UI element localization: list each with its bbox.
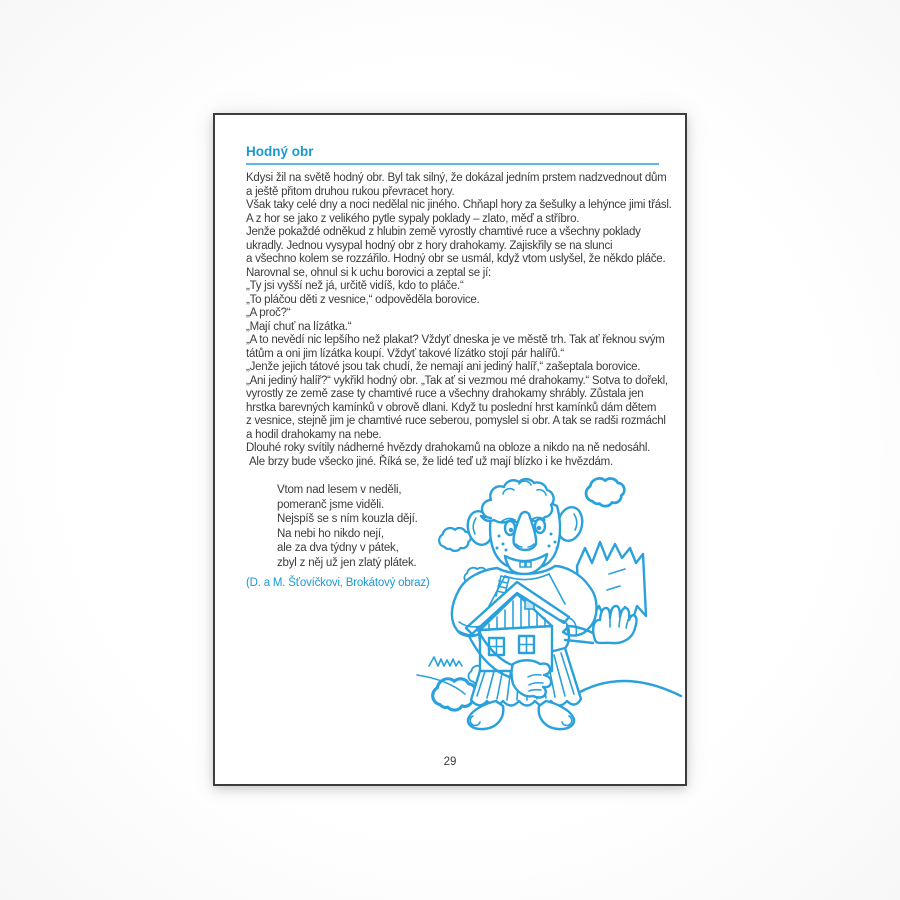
story-line: Dlouhé roky svítily nádherné hvězdy drahokamů na obloze a nikdo na ně nedosáhl. (246, 442, 651, 454)
story-line: „Jenže jejich tátové jsou tak chudí, že nemají ani jediný halíř,“ zašeptala borovice. (246, 361, 641, 373)
poem-line: ale za dva týdny v pátek, (277, 542, 399, 554)
story-line: „Mají chuť na lízátka.“ (246, 320, 352, 333)
page-title: Hodný obr (246, 144, 314, 159)
story-line: A z hor se jako z velikého pytle sypaly poklady – zlato, měď a stříbro. (246, 212, 580, 225)
story-line: „A to nevědí nic lepšího než plakat? Vždyť dneska je ve městě trh. Tak ať řeknou svým (246, 334, 665, 346)
story-line: „Ty jsi vyšší než já, určitě vidíš, kdo to pláče.“ (246, 280, 464, 292)
story-line: tátům a oni jim lízátka koupí. Vždyť takové lízátko stojí pár halířů.“ (246, 347, 564, 360)
story-line: z vesnice, stejně jim je chamtivé ruce seberou, pomyslel si obr. A tak se radši rozmáchl (246, 415, 666, 427)
story-line: ukradly. Jednou vysypal hodný obr z hory drahokamy. Zajiskřily se na slunci (246, 239, 613, 252)
poem-line: Nejspíš se s ním kouzla dějí. (277, 513, 418, 525)
story-line: „To pláčou děti z vesnice,“ odpověděla borovice. (246, 293, 480, 306)
giant-head (465, 479, 586, 574)
story-line: a všechno kolem se rozzářilo. Hodný obr se usmál, když vtom uslyšel, že někdo pláče. (246, 253, 666, 265)
giant-hair (481, 479, 554, 522)
story-line: Kdysi žil na světě hodný obr. Byl tak silný, že dokázal jedním prstem nadzvednout dům (246, 172, 667, 184)
title-underline (246, 163, 659, 165)
source-attribution: (D. a M. Šťovíčkovi, Brokátový obraz) (246, 577, 430, 589)
story-line: Jenže pokaždé odněkud z hlubin země vyrostly chamtivé ruce a všechny poklady (246, 226, 641, 238)
giant-feet (468, 701, 574, 729)
poem-line: pomeranč jsme viděli. (277, 498, 385, 511)
story-line: „Ani jediný halíř?“ vykřikl hodný obr. „Tak ať si vezmou mé drahokamy.“ Sotva to dořekl, (246, 374, 668, 387)
story-line: Narovnal se, ohnul si k uchu borovici a zeptal se jí: (246, 266, 491, 279)
poem-line: Na nebi ho nikdo nejí, (277, 527, 384, 540)
page-content (215, 115, 685, 784)
book-page (213, 113, 687, 786)
story-line: vyrostly ze země zase ty chamtivé ruce a všechny drahokamy shrábly. Zůstala jen (246, 388, 644, 400)
story-line: „A proč?“ (246, 307, 291, 319)
story-line: a ještě přitom druhou rukou převracet hory. (246, 185, 455, 198)
poem-line: Vtom nad lesem v neděli, (277, 484, 402, 496)
poem-line: zbyl z něj už jen zlatý plátek. (277, 556, 417, 569)
page-number: 29 (443, 756, 457, 768)
story-line: a hodil drahokamy na nebe. (246, 428, 382, 441)
story-line: Však taky celé dny a noci nedělal nic jiného. Chňapl hory za šešulky a lehýnce jimi třásl. (246, 199, 672, 211)
story-line: hrstka barevných kamínků v obrově dlani. Když tu poslední hrst kamínků dám dětem (246, 401, 657, 414)
giant-illustration (413, 470, 685, 748)
story-line: Ale brzy bude všecko jiné. Říká se, že lidé teď už mají blízko i ke hvězdám. (249, 455, 613, 468)
story-text (246, 172, 672, 469)
